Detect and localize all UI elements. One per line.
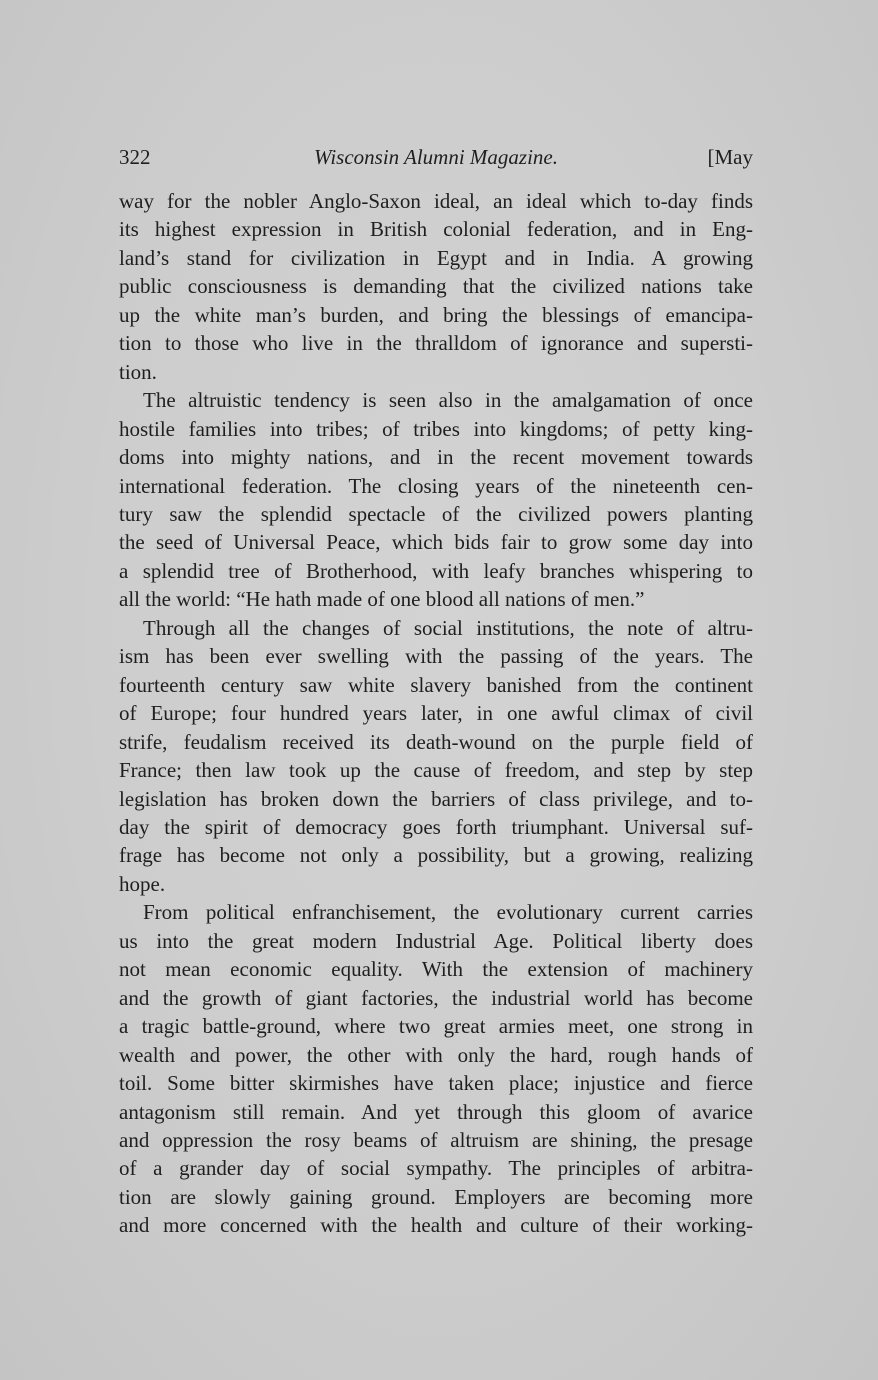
text-line: tion are slowly gaining ground. Employers are becoming more: [119, 1184, 753, 1209]
text-line: of a grander day of social sympathy. The principles of arbitra-: [119, 1156, 753, 1181]
text-line: The altruistic tendency is seen also in the amalgamation of once: [143, 388, 753, 413]
text-line: tion.: [119, 359, 157, 384]
paragraph-4: [119, 898, 753, 1239]
text-line: and more concerned with the health and culture of their working-: [119, 1213, 753, 1238]
text-line: frage has become not only a possibility, but a growing, realizing: [119, 843, 753, 868]
text-line: From political enfranchisement, the evolutionary current carries: [143, 900, 753, 925]
text-line: ism has been ever swelling with the passing of the years. The: [119, 644, 753, 669]
text-line: land’s stand for civilization in Egypt and in India. A growing: [119, 245, 753, 270]
text-line: its highest expression in British colonial federation, and in Eng-: [119, 217, 753, 242]
text-line: public consciousness is demanding that the civilized nations take: [119, 274, 753, 299]
text-line: antagonism still remain. And yet through this gloom of avarice: [119, 1099, 753, 1124]
text-line: hostile families into tribes; of tribes into kingdoms; of petty king-: [119, 416, 753, 441]
page-number: 322: [119, 145, 151, 169]
text-line: us into the great modern Industrial Age. Political liberty does: [119, 928, 753, 953]
text-line: tion to those who live in the thralldom of ignorance and supersti-: [119, 331, 753, 356]
text-line: hope.: [119, 871, 166, 896]
paragraph-2: [119, 386, 753, 614]
body-text: [119, 187, 753, 1240]
text-line: toil. Some bitter skirmishes have taken place; injustice and fierce: [119, 1071, 753, 1096]
text-line: and oppression the rosy beams of altruism are shining, the presage: [119, 1127, 753, 1152]
text-line: legislation has broken down the barriers of class privilege, and to-: [119, 786, 753, 811]
text-line: international federation. The closing years of the nineteenth cen-: [119, 473, 753, 498]
text-line: all the world: “He hath made of one blood all nations of men.”: [119, 587, 645, 612]
text-line: Through all the changes of social institutions, the note of altru-: [143, 615, 753, 640]
text-line: fourteenth century saw white slavery banished from the continent: [119, 672, 753, 697]
text-line: a tragic battle-ground, where two great armies meet, one strong in: [119, 1014, 753, 1039]
text-line: day the spirit of democracy goes forth triumphant. Universal suf-: [119, 814, 753, 839]
text-line: wealth and power, the other with only the hard, rough hands of: [119, 1042, 753, 1067]
text-line: doms into mighty nations, and in the recent movement towards: [119, 445, 753, 470]
text-line: the seed of Universal Peace, which bids fair to grow some day into: [119, 530, 753, 555]
paragraph-1: [119, 187, 753, 386]
text-line: and the growth of giant factories, the industrial world has become: [119, 985, 753, 1010]
text-line: way for the nobler Anglo-Saxon ideal, an ideal which to-day finds: [119, 189, 753, 213]
issue-month: [May: [707, 145, 753, 169]
text-line: not mean economic equality. With the extension of machinery: [119, 957, 753, 982]
text-line: France; then law took up the cause of freedom, and step by step: [119, 758, 753, 783]
journal-title: Wisconsin Alumni Magazine.: [313, 145, 559, 169]
paragraph-3: [119, 614, 753, 899]
text-line: of Europe; four hundred years later, in one awful climax of civil: [119, 701, 753, 726]
text-line: strife, feudalism received its death-wound on the purple field of: [119, 729, 753, 754]
text-line: tury saw the splendid spectacle of the civilized powers planting: [119, 501, 753, 526]
text-line: up the white man’s burden, and bring the blessings of emancipa-: [119, 302, 753, 327]
text-line: a splendid tree of Brotherhood, with leafy branches whispering to: [119, 558, 753, 583]
running-head: [119, 142, 753, 172]
